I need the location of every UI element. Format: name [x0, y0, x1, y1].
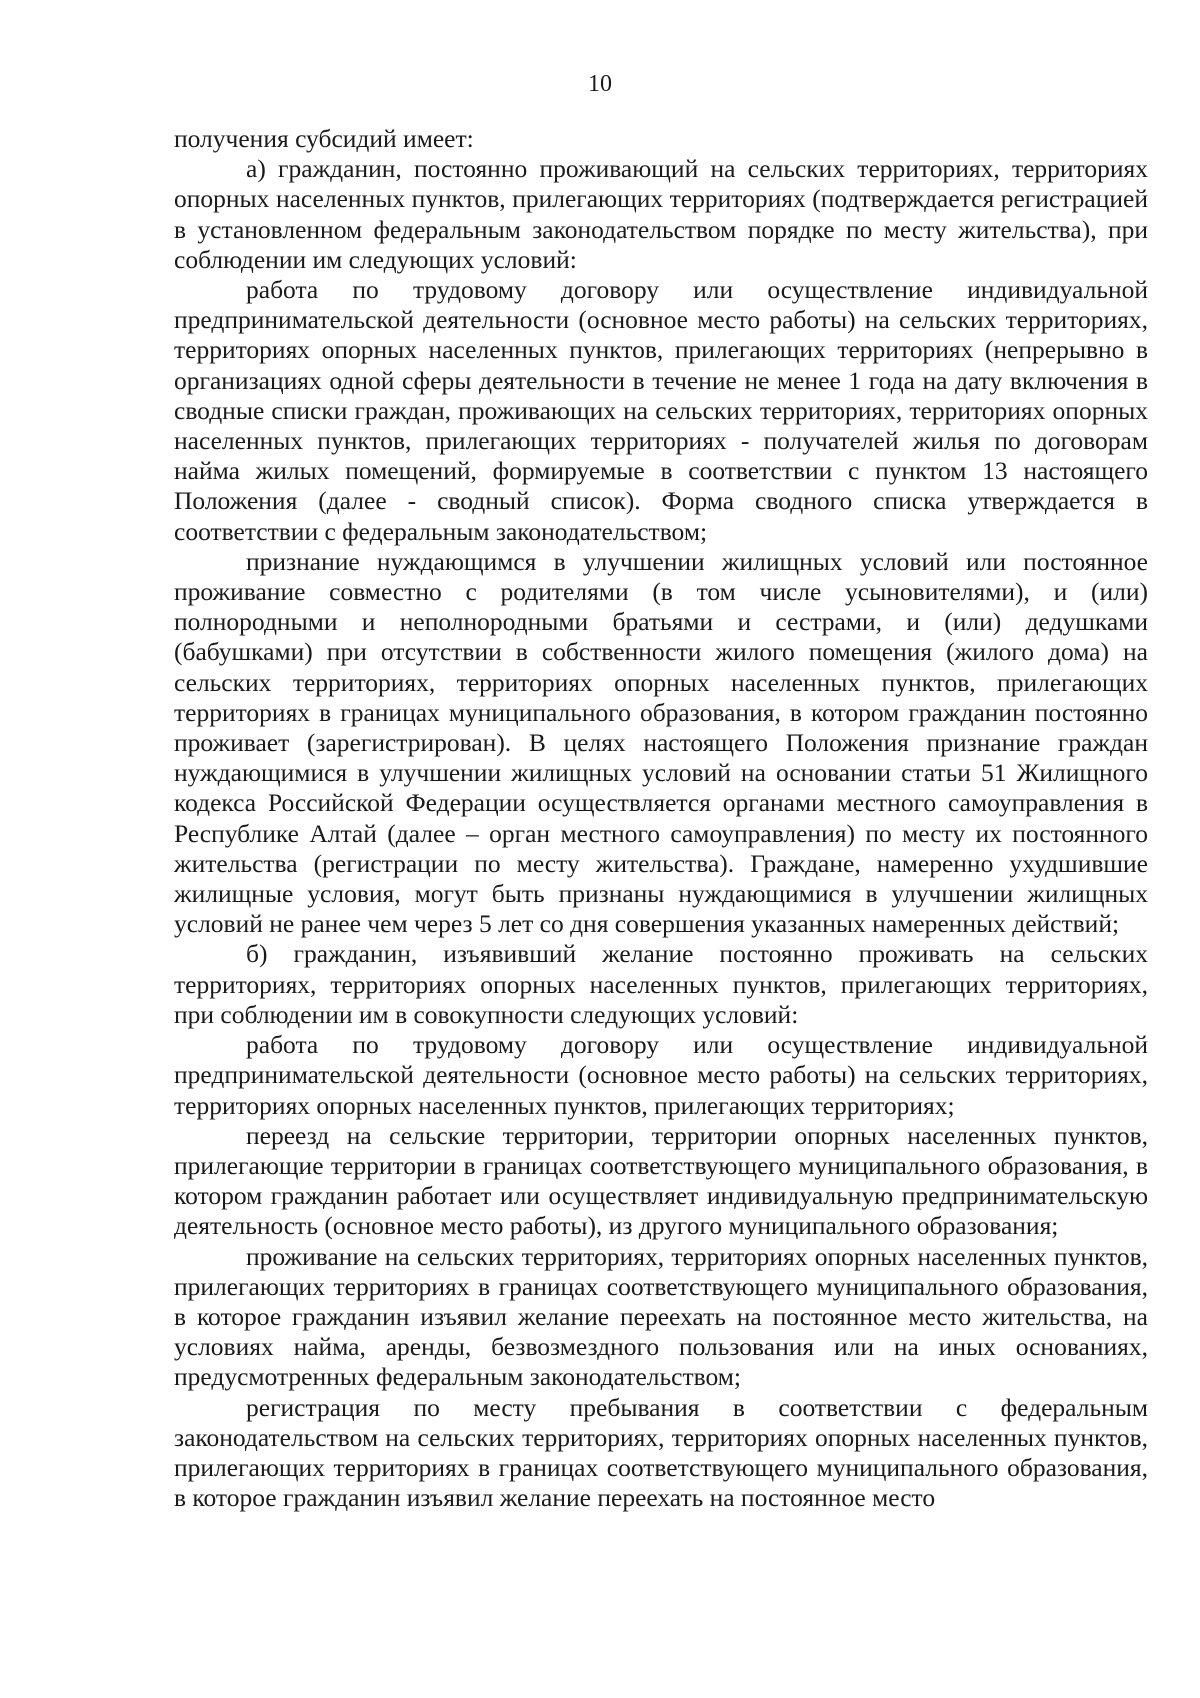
paragraph: проживание на сельских территориях, территориях опорных населенных пунктов, прилегающих территориях в границах соответствующего муниципального образования, в которое гражданин изъявил желание переехать на постоянное место жительства, на условиях найма, аренды, безвозмездного пользования или на иных основаниях, предусмотренных федеральным законодательством; [174, 1241, 1148, 1392]
paragraph: работа по трудовому договору или осуществление индивидуальной предпринимательской деятельности (основное место работы) на сельских территориях, территориях опорных населенных пунктов, прилегающих территориях; [174, 1030, 1148, 1120]
paragraph: регистрация по месту пребывания в соответствии с федеральным законодательством на сельских территориях, территориях опорных населенных пунктов, прилегающих территориях в границах соответствующего муниципального образования, в которое гражданин изъявил желание переехать на постоянное место [174, 1392, 1148, 1513]
paragraph: переезд на сельские территории, территории опорных населенных пунктов, прилегающие территории в границах соответствующего муниципального образования, в котором гражданин работает или осуществляет индивидуальную предпринимательскую деятельность (основное место работы), из другого муниципального образования; [174, 1120, 1148, 1241]
paragraph: а) гражданин, постоянно проживающий на сельских территориях, территориях опорных населенных пунктов, прилегающих территориях (подтверждается регистрацией в установленном федеральным законодательством порядке по месту жительства), при соблюдении им следующих условий: [174, 154, 1148, 274]
paragraph: получения субсидий имеет: [174, 124, 474, 153]
paragraph: б) гражданин, изъявивший желание постоянно проживать на сельских территориях, территориях опорных населенных пунктов, прилегающих территориях, при соблюдении им в совокупности следующих условий: [174, 939, 1148, 1029]
paragraph: работа по трудовому договору или осуществление индивидуальной предпринимательской деятельности (основное место работы) на сельских территориях, территориях опорных населенных пунктов, прилегающих территориях (непрерывно в организациях одной сферы деятельности в течение не менее 1 года на дату включения в сводные списки граждан, проживающих на сельских территориях, территориях опорных населенных пунктов, прилегающих территориях - получателей жилья по договорам найма жилых помещений, формируемые в соответствии с пунктом 13 настоящего Положения (далее - сводный список). Форма сводного списка утверждается в соответствии с федеральным законодательством; [174, 275, 1148, 546]
document-body [174, 124, 1148, 1513]
paragraph: признание нуждающимся в улучшении жилищных условий или постоянное проживание совместно с родителями (в том числе усыновителями), и (или) полнородными и неполнородными братьями и сестрами, и (или) дедушками (бабушками) при отсутствии в собственности жилого помещения (жилого дома) на сельских территориях, территориях опорных населенных пунктов, прилегающих территориях в границах муниципального образования, в котором гражданин постоянно проживает (зарегистрирован). В целях настоящего Положения признание граждан нуждающимися в улучшении жилищных условий на основании статьи 51 Жилищного кодекса Российской Федерации осуществляется органами местного самоуправления в Республике Алтай (далее – орган местного самоуправления) по месту их постоянного жительства (регистрации по месту жительства). Граждане, намеренно ухудшившие жилищные условия, могут быть признаны нуждающимися в улучшении жилищных условий не ранее чем через 5 лет со дня совершения указанных намеренных действий; [174, 546, 1148, 939]
page-number: 10 [588, 71, 612, 97]
